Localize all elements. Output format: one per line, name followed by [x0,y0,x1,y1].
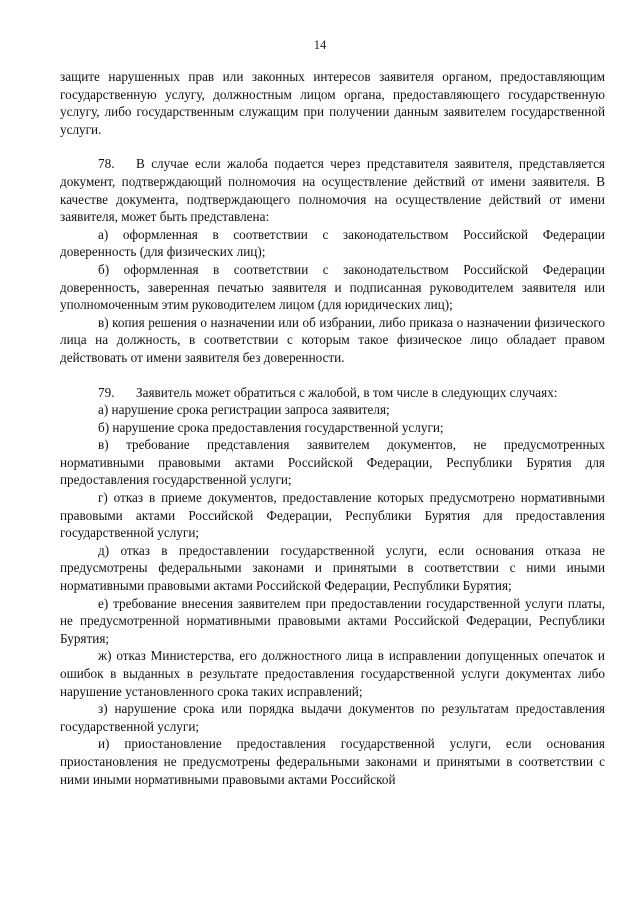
section-78-item-v: в) копия решения о назначении или об избрании, либо приказа о назначении физического лица на должность, в соответствии с которым такое физическое лицо обладает правом действовать от имени заявителя без доверенности. [60,314,605,365]
section-79-item-g: г) отказ в приеме документов, предоставление которых предусмотрено нормативными правовыми актами Российской Федерации, Республики Бурятия для предоставления государственной услуги; [60,490,605,541]
section-79-item-z: з) нарушение срока или порядка выдачи документов по результатам предоставления государственной услуги; [60,701,605,734]
paragraph-gap [60,138,605,155]
section-79-text: Заявитель может обратиться с жалобой, в том числе в следующих случаях: [136,384,558,400]
section-78-paragraph [60,155,605,225]
section-78-item-b: б) оформленная в соответствии с законодательством Российской Федерации доверенность, заверенная печатью заявителя и подписанная руководителем заявителя или уполномоченным этим руководителем лицом (для юридических лиц); [60,261,605,313]
section-78-number: 78. [98,156,115,172]
page-number: 14 [313,38,327,52]
section-79-item-a: а) нарушение срока регистрации запроса заявителя; [98,402,390,418]
intro-paragraph: защите нарушенных прав или законных интересов заявителя органом, предоставляющим государственную услугу, должностным лицом органа, предоставляющего государственную услугу, либо государственным служащим при получении данным заявителем государственной услуги. [60,69,605,137]
paragraph-gap [60,367,605,384]
section-78-item-a: а) оформленная в соответствии с законодательством Российской Федерации доверенность (для физических лиц); [60,226,605,260]
document-body [60,68,605,788]
section-79-item-b: б) нарушение срока предоставления государственной услуги; [98,419,444,435]
section-79-item-d: д) отказ в предоставлении государственной услуги, если основания отказа не предусмотрены федеральными законами и принятыми в соответствии с ними иными нормативными правовыми актами Российской Федерации, Республики Бурятия; [60,542,605,594]
section-79-number: 79. [98,384,115,400]
section-79-item-v: в) требование представления заявителем документов, не предусмотренных нормативными правовыми актами Российской Федерации, Республики Бурятия для предоставления государственной услуги; [60,437,605,488]
section-79-paragraph [60,384,605,402]
section-79-item-zh: ж) отказ Министерства, его должностного лица в исправлении допущенных опечаток и ошибок в выданных в результате предоставления государственной услуги документах либо нарушение установленного срока таких исправлений; [60,648,605,699]
section-78-text: В случае если жалоба подается через представителя заявителя, представляется документ, подтверждающий полномочия на осуществление действий от имени заявителя. В качестве документа, подтверждающего полномочия на осуществление действий от имени заявителя, может быть представлена: [60,156,605,225]
section-79-item-i: и) приостановление предоставления государственной услуги, если основания приостановления не предусмотрены федеральными законами и принятыми в соответствии с ними иными нормативными правовыми актами Российской [60,736,605,787]
section-79-item-e: е) требование внесения заявителем при предоставлении государственной услуги платы, не предусмотренной нормативными правовыми актами Российской Федерации, Республики Бурятия; [60,595,605,646]
